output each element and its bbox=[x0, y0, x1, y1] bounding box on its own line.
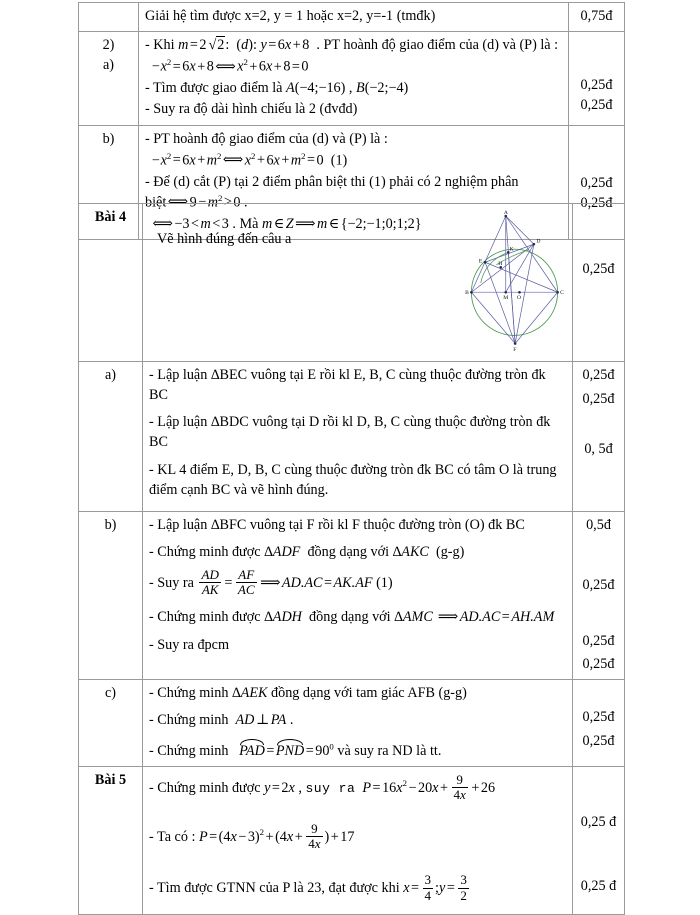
table-row bbox=[79, 679, 625, 766]
row-score-cell bbox=[573, 767, 625, 915]
row-body-cell bbox=[143, 362, 573, 512]
label-H: H bbox=[498, 260, 503, 267]
row-label-cell bbox=[79, 3, 139, 32]
row-label-line-2: a) bbox=[102, 57, 115, 74]
score-value: 0,25đ bbox=[580, 97, 613, 114]
score-value: 0,5đ bbox=[586, 516, 611, 533]
answer-line: - KL 4 điểm E, D, B, C cùng thuộc đường tròn đk BC có tâm O là trung điểm cạnh BC và vẽ hình đúng. bbox=[149, 461, 557, 498]
score-value: 0,25 đ bbox=[580, 814, 617, 831]
row-score-cell bbox=[569, 3, 625, 32]
answer-line: $-x^2 = 6x + 8$ ⟺ $x^2 + 6x + 8 = 0$ bbox=[151, 57, 309, 76]
figure-container bbox=[149, 207, 566, 357]
label-C: C bbox=[560, 290, 564, 297]
score-value: 0,25đ bbox=[582, 732, 615, 749]
answer-line: - Lập luận ∆BEC vuông tại E rồi kl E, B, C cùng thuộc đường tròn đk BC bbox=[149, 367, 546, 404]
row-body-cell bbox=[139, 32, 569, 125]
answer-line: - Suy ra đpcm bbox=[149, 636, 229, 653]
answer-line: - Suy ra độ dài hình chiếu là 2 (đvđd) bbox=[145, 101, 358, 118]
answer-line: - Chứng minh AD ⊥ PA . bbox=[149, 711, 294, 728]
label-O: O bbox=[517, 295, 522, 302]
answer-line: - Lập luận ∆BDC vuông tại D rồi kl D, B, C cùng thuộc đường tròn đk BC bbox=[149, 414, 551, 451]
row-body-cell bbox=[143, 204, 573, 362]
answer-line: - Chứng minh ∆AEK đồng dạng với tam giác AFB (g-g) bbox=[149, 684, 467, 701]
geometry-figure bbox=[407, 211, 607, 362]
answer-line: - Chứng minh PAD = PND = $90^0$ và suy ra ND là tt. bbox=[149, 737, 566, 761]
answer-line: $-x^2 = 6x + m^2$ ⟺ $x^2 + 6x + m^2 = 0$ (1) bbox=[151, 150, 348, 169]
table-row bbox=[79, 362, 625, 512]
table-row bbox=[79, 767, 625, 915]
answer-line: - Ta có : $P = (4x - 3)^2 + (4x$ + $\frac{9}{4x}$ ) + 17 bbox=[149, 821, 355, 852]
answer-line: - Tìm được giao điểm là A(−4;−16) , B(−2;−4) bbox=[145, 80, 409, 97]
answer-line: Giải hệ tìm được x=2, y = 1 hoặc x=2, y=-1 (tmđk) bbox=[145, 8, 436, 24]
score-value: 0,25đ bbox=[582, 261, 615, 277]
answer-line: - Lập luận ∆BFC vuông tại F rồi kl F thuộc đường tròn (O) đk BC bbox=[149, 516, 525, 533]
score-value: 0,25đ bbox=[582, 633, 615, 650]
label-A: A bbox=[503, 210, 508, 217]
row-score-cell bbox=[573, 679, 625, 766]
row-label-cell: a) bbox=[79, 362, 143, 512]
score-value: 0,25đ bbox=[582, 656, 615, 673]
score-value: 0,75đ bbox=[580, 8, 613, 24]
score-value: 0,25đ bbox=[580, 194, 613, 211]
row-body-cell bbox=[143, 511, 573, 679]
score-value: 0,25đ bbox=[582, 708, 615, 725]
row-label-cell: Bài 4 bbox=[79, 204, 143, 362]
table-row bbox=[79, 32, 625, 125]
answer-line: - Để (d) cắt (P) tại 2 điểm phân biệt thi (1) phải có 2 nghiệm phân biệt ⟺ $9 - m^2 > 0$ . bbox=[145, 173, 519, 211]
row-label-cell: Bài 5 bbox=[79, 767, 143, 915]
label-D: D bbox=[536, 238, 541, 245]
row-score-cell bbox=[569, 32, 625, 125]
answer-table-bottom bbox=[78, 203, 625, 915]
label-F: F bbox=[513, 347, 517, 353]
row-label-cell bbox=[79, 32, 139, 125]
answer-line: ⟺ −3 < m < 3 . Mà m ∈ Z ⟹ m ∈ {−2;−1;0;1;2} bbox=[152, 215, 422, 232]
label-E: E bbox=[478, 258, 483, 265]
score-value: 0,25đ bbox=[582, 391, 615, 408]
score-value: 0, 5đ bbox=[584, 441, 613, 458]
geometry-svg bbox=[407, 211, 607, 356]
score-value: 0,25đ bbox=[582, 577, 615, 594]
table-row bbox=[79, 511, 625, 679]
answer-line: - Tìm được GTNN của P là 23, đạt được khi x = $\frac{3}{4}$ ;y = $\frac{3}{2}$ bbox=[149, 872, 467, 903]
point-C bbox=[556, 291, 559, 294]
row-body-cell bbox=[143, 767, 573, 915]
row-label-cell: b) bbox=[79, 511, 143, 679]
point-D bbox=[533, 243, 536, 246]
score-value: 0,25đ bbox=[582, 367, 615, 383]
label-K: K bbox=[509, 246, 514, 253]
figure-caption: Vẽ hình đúng đến câu a bbox=[157, 231, 292, 247]
point-M bbox=[504, 291, 507, 294]
point-E bbox=[484, 261, 487, 264]
label-B: B bbox=[465, 290, 469, 297]
table-row bbox=[79, 204, 625, 362]
score-value: 0,25đ bbox=[580, 174, 613, 191]
answer-line: - Chứng minh được ∆ADH đồng dạng với ∆AMC ⟹ AD.AC = AH.AM bbox=[149, 609, 555, 626]
point-F bbox=[514, 342, 517, 345]
row-body-cell bbox=[143, 679, 573, 766]
answer-line: - Chứng minh được ∆ADF đồng dạng với ∆AKC (g-g) bbox=[149, 544, 465, 561]
row-label-cell: b) bbox=[79, 125, 139, 239]
point-B bbox=[470, 291, 473, 294]
score-value: 0,25đ bbox=[580, 77, 613, 94]
point-O bbox=[518, 291, 521, 294]
row-score-cell bbox=[573, 362, 625, 512]
answer-line: - Chứng minh được y = 2x , suy ra $P = 16x^2 - 20x$ + $\frac{9}{4x}$ + 26 bbox=[149, 772, 496, 803]
table-row bbox=[79, 3, 625, 32]
row-label-line-1: 2) bbox=[102, 37, 115, 54]
answer-line: - Suy ra $\frac{AD}{AK}$ = $\frac{AF}{AC}$ ⟹ AD.AC = AK.AF (1) bbox=[149, 567, 393, 598]
answer-line: - Khi m = 2 √2: (d): y = 6x + 8 . PT hoành độ giao điểm của (d) và (P) là : bbox=[145, 37, 559, 54]
row-label-cell: c) bbox=[79, 679, 143, 766]
answer-line: - PT hoành độ giao điểm của (d) và (P) là : bbox=[145, 130, 388, 147]
score-value: 0,25 đ bbox=[580, 878, 617, 895]
row-body-cell bbox=[139, 3, 569, 32]
label-M: M bbox=[503, 295, 509, 302]
row-score-cell bbox=[573, 511, 625, 679]
